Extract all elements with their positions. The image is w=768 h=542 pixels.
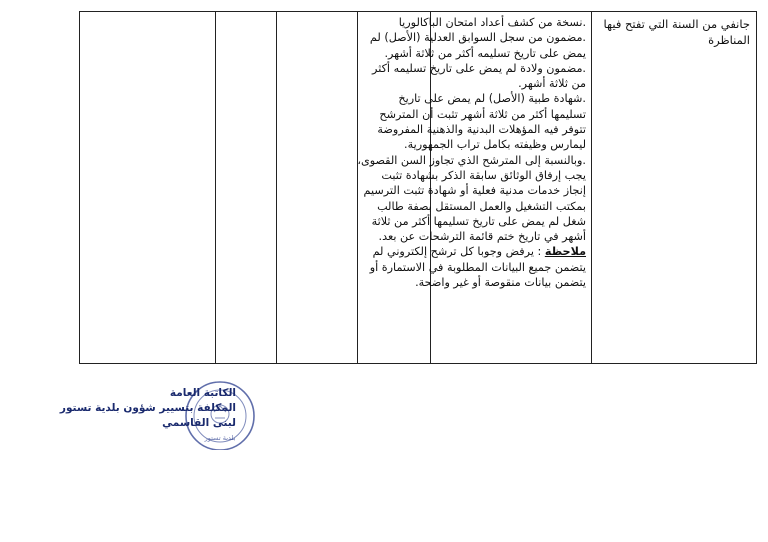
- requirement-line: يمض على تاريخ تسليمه أكثر من ثلاثة أشهر.: [384, 46, 586, 60]
- note-line: يتضمن جميع البيانات المطلوبة في الاستمارة أو: [369, 260, 586, 274]
- empty-cell: [277, 12, 358, 364]
- signature-title: الكاتبة العامة: [169, 387, 236, 399]
- note-line: [372, 244, 586, 259]
- requirement-line: تتوفر فيه المؤهلات البدنية والذهنية المفروضة: [377, 123, 586, 137]
- requirement-line: ليمارس وظيفته بكامل تراب الجمهورية.: [404, 138, 586, 152]
- empty-cell: [80, 12, 216, 364]
- requirements-cell: [357, 12, 592, 364]
- signature-name: لبنى القاسمي: [162, 417, 236, 429]
- requirements-text: [357, 12, 591, 290]
- requirement-line: بمكتب التشغيل والعمل المستقل بصفة طالب: [377, 199, 586, 213]
- requirement-line: .مضمون من سجل السوابق العدلية (الأصل) لم: [369, 31, 586, 45]
- empty-cell: [216, 12, 277, 364]
- note-text: : يرفض وجوبا كل ترشح إلكتروني لم: [372, 245, 542, 259]
- requirement-line: .نسخة من كشف أعداد امتحان الباكالوريا: [398, 16, 586, 29]
- note-line: يتضمن بيانات منقوصة أو غير واضحة.: [415, 276, 586, 290]
- requirement-line: إنجاز خدمات مدنية فعلية أو شهادة تثبت الترسيم: [363, 184, 586, 198]
- title-cell: [592, 12, 757, 364]
- requirement-line: يجب إرفاق الوثائق سابقة الذكر بشهادة تثبت: [381, 168, 586, 182]
- requirement-line: من ثلاثة أشهر.: [518, 77, 586, 91]
- stamp-text: بلدية تستور: [204, 434, 236, 442]
- requirement-line: .مضمون ولادة لم يمض على تاريخ تسليمه أكثر: [372, 61, 586, 75]
- requirements-table: [79, 11, 757, 364]
- requirement-line: .وبالنسبة إلى المترشح الذي تجاوز السن القصوى،: [357, 153, 586, 167]
- requirement-line: تسليمها أكثر من ثلاثة أشهر تثبت أن المترشح: [379, 107, 586, 121]
- title-cell-text: جانفي من السنة التي تفتح فيها المناظرة: [603, 17, 750, 47]
- requirement-line: أشهر في تاريخ ختم قائمة الترشحات عن بعد.: [378, 230, 586, 244]
- signature-role: المكلفة بتسيير شؤون بلدية تستور: [59, 402, 236, 414]
- note-label: ملاحظة: [544, 245, 586, 259]
- table-row: [80, 12, 757, 364]
- signature-block: [56, 386, 236, 431]
- requirement-line: شغل لم يمض على تاريخ تسليمها أكثر من ثلاثة: [371, 214, 586, 228]
- requirement-line: .شهادة طبية (الأصل) لم يمض على تاريخ: [398, 92, 586, 106]
